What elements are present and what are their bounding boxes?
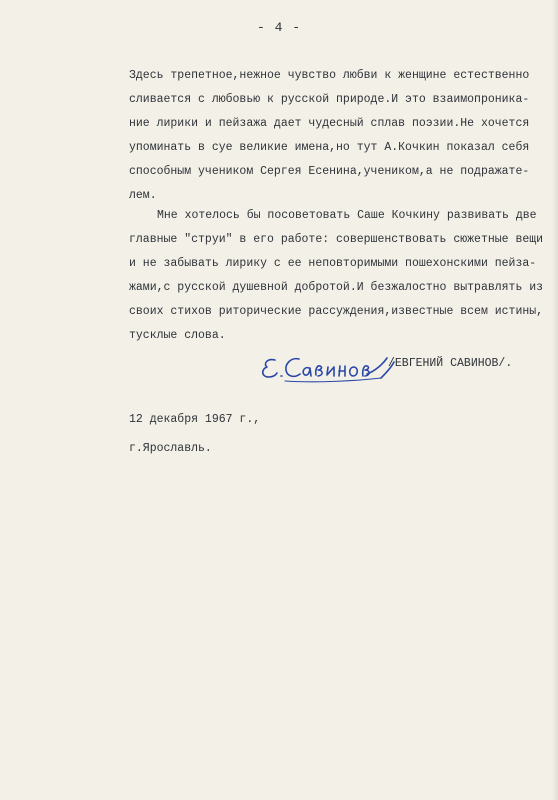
text-line: упоминать в суе великие имена,но тут А.Кочкин показал себя	[129, 141, 530, 154]
text-line: ние лирики и пейзажа дает чудесный сплав поэзии.Не хочется	[129, 117, 530, 130]
handwritten-signature	[255, 350, 410, 384]
text-line: Мне хотелось бы посоветовать Саше Кочкину развивать две	[157, 209, 537, 222]
text-line: главные "струи" в его работе: совершенствовать сюжетные вещи	[129, 233, 544, 246]
page-number: - 4 -	[256, 20, 301, 35]
text-line: Здесь трепетное,нежное чувство любви к женщине естественно	[129, 69, 530, 82]
text-line: тусклые слова.	[129, 329, 226, 342]
text-line: способным учеником Сергея Есенина,учеником,а не подражате-	[129, 165, 530, 178]
text-line: сливается с любовью к русской природе.И это взаимопроникa-	[129, 93, 530, 106]
place-line: г.Ярославль.	[129, 442, 212, 455]
text-line: своих стихов риторические рассуждения,известные всем истины,	[129, 305, 544, 318]
typed-signature-name: /ЕВГЕНИЙ САВИНОВ/.	[388, 357, 513, 370]
text-line: жами,с русской душевной добротой.И безжалостно вытравлять из	[129, 281, 544, 294]
text-line: лем.	[129, 189, 157, 202]
page-edge-shadow	[552, 0, 558, 800]
text-line: и не забывать лирику с ее неповторимыми пошехонскими пейза-	[129, 257, 537, 270]
date-line: 12 декабря 1967 г.,	[129, 413, 261, 426]
